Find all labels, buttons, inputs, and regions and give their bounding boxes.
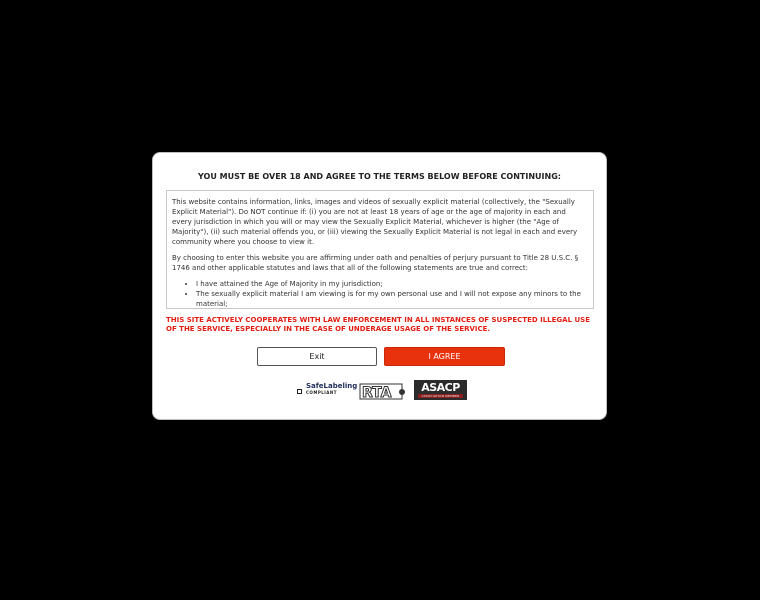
terms-paragraph: This website contains information, links, images and videos of sexually explicit material (collectively, the "Sexually Explicit Material"). Do NOT continue if: (i) you are not at least 18 years of age or the age of majority in each and every jurisdiction in which you will or may view the Sexually Explicit Material, whichever is higher (the "Age of Majority"), (ii) such material offends you, or (iii) viewing the Sexually Explicit Material is not legal in each and every community where you choose to view it. bbox=[172, 198, 578, 246]
terms-list-item: • The sexually explicit material I am viewing is for my own personal use and I will not expose any minors to the material; bbox=[196, 289, 587, 309]
compliance-logos bbox=[153, 380, 606, 402]
asacp-logo bbox=[414, 380, 467, 400]
rta-logo-text: RTA bbox=[362, 385, 392, 401]
safelabeling-logo-subtext: COMPLIANT bbox=[306, 390, 337, 395]
age-verification-modal bbox=[152, 152, 607, 420]
terms-paragraph: By choosing to enter this website you are affirming under oath and penalties of perjury pursuant to Title 28 U.S.C. § 1746 and other applicable statutes and laws that all of the following statements are true and correct: bbox=[172, 254, 579, 272]
asacp-member-strip: ASSOCIATION MEMBER bbox=[418, 394, 463, 398]
rta-logo bbox=[358, 382, 406, 401]
exit-button[interactable]: Exit bbox=[257, 347, 377, 366]
safelabeling-logo bbox=[306, 383, 357, 395]
law-enforcement-warning: THIS SITE ACTIVELY COOPERATES WITH LAW ENFORCEMENT IN ALL INSTANCES OF SUSPECTED ILLEGAL USE OF THE SERVICE, ESPECIALLY IN THE CASE OF UNDERAGE USAGE OF THE SERVICE. bbox=[166, 316, 590, 333]
terms-list-item: • I have attained the Age of Majority in my jurisdiction; bbox=[196, 279, 587, 289]
safelabeling-checkbox-icon bbox=[297, 389, 302, 394]
terms-scroll-box[interactable] bbox=[166, 190, 594, 309]
modal-title: YOU MUST BE OVER 18 AND AGREE TO THE TERMS BELOW BEFORE CONTINUING: bbox=[198, 172, 561, 181]
terms-list bbox=[172, 279, 587, 309]
asacp-logo-text: ASACP bbox=[421, 381, 460, 394]
agree-button[interactable]: I AGREE bbox=[384, 347, 505, 366]
safelabeling-logo-text: SafeLabeling bbox=[306, 382, 358, 390]
